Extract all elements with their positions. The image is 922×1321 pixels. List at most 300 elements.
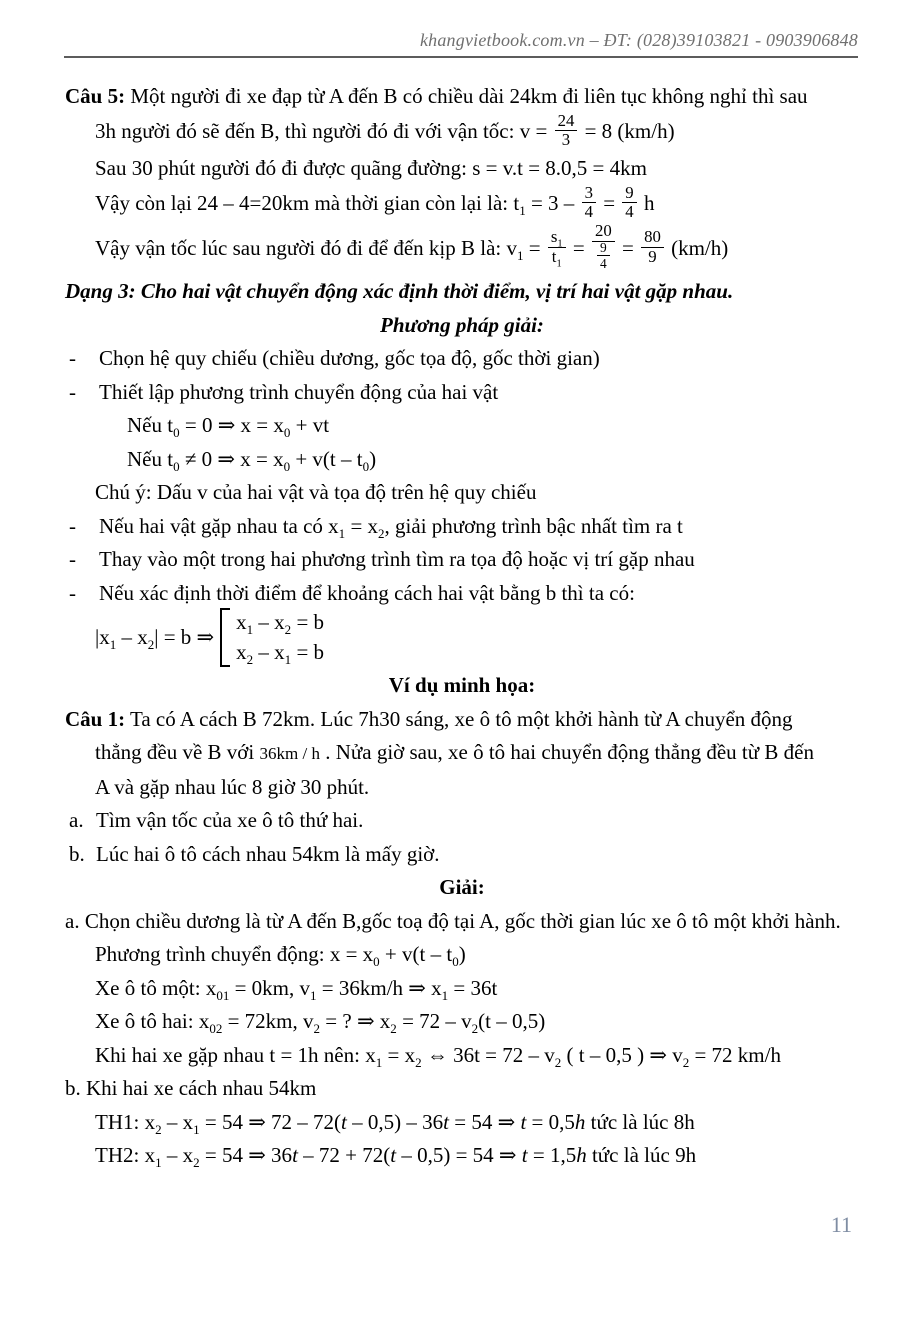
line-body [96, 804, 859, 838]
cases-row [236, 608, 324, 637]
text-segment: Chú ý: Dấu v của hai vật và tọa độ trên hệ quy chiếu [95, 480, 537, 505]
cau-5-line-4 [65, 182, 859, 225]
fraction-denominator [592, 242, 615, 273]
math-subscript: 1 [284, 652, 292, 668]
math-subscript: 2 [313, 1021, 321, 1037]
math-base: v [506, 235, 517, 260]
heading-phuong-phap-giai [65, 309, 859, 343]
text-segment: Ví dụ minh họa: [388, 673, 536, 698]
text-segment: Phương pháp giải: [380, 312, 544, 337]
math-subscript: 2 [378, 525, 385, 541]
text-segment: – [161, 1109, 183, 1134]
fraction [555, 112, 578, 151]
math-subscripted [303, 1009, 321, 1037]
text-segment: Xe ô tô hai: [95, 1009, 199, 1034]
math-base: x [137, 625, 148, 650]
text-segment: = 54 ⇒ [448, 1109, 521, 1134]
solution-b-th2 [65, 1139, 859, 1173]
text-segment: = 54 ⇒ 36 [199, 1143, 293, 1168]
text-segment: – [161, 1143, 183, 1168]
text-segment: – 0,5) – 36 [346, 1109, 444, 1134]
fraction-denominator [548, 247, 566, 270]
document-content [65, 80, 859, 1173]
text-segment: = [345, 513, 368, 538]
line-body [95, 1109, 695, 1137]
math-subscript: 2 [682, 1054, 690, 1070]
text-segment: Thay vào một trong hai phương trình tìm ra tọa độ hoặc vị trí gặp nhau [99, 547, 695, 572]
text-segment: + vt [290, 413, 330, 438]
line-body [65, 84, 808, 108]
text-segment: t [341, 1109, 347, 1134]
question-b [65, 838, 859, 872]
math-subscripted [99, 625, 117, 653]
method-step-3 [65, 510, 859, 544]
page-header: khangvietbook.com.vn – ĐT: (028)39103821 - 0903906848 [64, 30, 858, 58]
text-segment: 3h người đó sẽ đến B, thì người đó đi với vận tốc: [95, 118, 520, 143]
text-segment: = ? ⇒ [320, 1009, 380, 1034]
line-body [65, 1076, 316, 1100]
math-subscripted [182, 1143, 200, 1171]
abs-cases-formula [65, 610, 859, 669]
text-segment: Thiết lập phương trình chuyển động của hai vật [99, 379, 499, 404]
text-segment: 80 [644, 227, 661, 247]
text-segment: (t – 0,5) [478, 1009, 546, 1034]
list-marker: b. [69, 841, 85, 866]
math-base: x [362, 942, 374, 967]
math-subscripted [273, 413, 291, 441]
text-segment: Nếu xác định thời điểm để khoảng cách hai vật bằng b thì ta có: [99, 580, 635, 605]
fraction-numerator [641, 228, 664, 248]
math-subscript: 1 [517, 247, 524, 263]
math-subscript: 2 [554, 1054, 562, 1070]
text-segment: t [390, 1143, 397, 1168]
text-segment: Xe ô tô một: [95, 975, 206, 1000]
line-body [99, 577, 859, 611]
left-bracket-icon [220, 608, 230, 667]
math-subscript: 0 [173, 458, 180, 474]
math-base: x [365, 1042, 376, 1067]
text-segment: = 72 – [396, 1009, 462, 1034]
math-subscript: 1 [375, 1054, 383, 1070]
math-subscript: 1 [556, 258, 562, 270]
line-body [99, 376, 859, 410]
math-subscripted [544, 1042, 562, 1070]
fraction [622, 184, 636, 223]
list-marker: - [69, 580, 76, 605]
list-marker: - [69, 513, 76, 538]
fraction-denominator [641, 248, 664, 267]
solution-a-line-3 [65, 972, 859, 1006]
text-segment: Nếu [127, 413, 168, 438]
math-base: x [274, 640, 285, 665]
math-base: t [446, 942, 453, 967]
line-body [99, 510, 859, 544]
math-subscript: 1 [310, 987, 317, 1003]
math-subscript: 0 [173, 425, 180, 441]
line-body [95, 1143, 697, 1171]
text-segment: ) [369, 446, 377, 471]
math-subscripted [137, 625, 155, 653]
text-segment: = 36km/h ⇒ [316, 975, 432, 1000]
text-segment: = 54 ⇒ 72 – 72( [199, 1109, 342, 1134]
text-segment: = 3 – [525, 190, 580, 215]
line-body [380, 313, 544, 337]
method-step-5 [65, 577, 859, 611]
fraction-denominator [582, 203, 596, 222]
line-body [95, 182, 655, 222]
method-step-4 [65, 543, 859, 577]
text-segment: ≠ 0 ⇒ x = [179, 446, 274, 471]
fraction-numerator [555, 112, 578, 132]
math-base: x [236, 610, 247, 635]
math-subscripted [431, 975, 449, 1003]
fraction [641, 228, 664, 267]
text-segment: Vậy vận tốc lúc sau người đó đi để đến kịp B là: [95, 235, 507, 260]
text-segment: Giải: [439, 875, 485, 900]
text-segment: = [382, 1042, 405, 1067]
math-subscript: 0 [362, 458, 370, 474]
text-segment: Ta có A cách B 72km. Lúc 7h30 sáng, xe ô tô một khởi hành từ A chuyển động [125, 706, 793, 731]
line-body [95, 610, 325, 668]
line-body [65, 707, 793, 731]
math-base: x [404, 1042, 416, 1067]
math-subscript: 0 [283, 458, 291, 474]
math-base: x [236, 640, 247, 665]
math-base: x [182, 1109, 194, 1134]
math-subscript: 2 [246, 652, 254, 668]
text-segment: 4 [625, 202, 634, 222]
line-body [95, 1009, 546, 1037]
math-subscripted [367, 513, 385, 541]
line-body [96, 838, 859, 872]
math-subscript: 02 [209, 1021, 223, 1037]
text-segment: Chọn hệ quy chiếu (chiều dương, gốc tọa độ, gốc thời gian) [99, 346, 600, 371]
fraction-denominator [622, 203, 636, 222]
math-subscripted [273, 446, 291, 474]
math-subscripted [365, 1042, 383, 1070]
math-subscript: 2 [471, 1021, 479, 1037]
text-segment: 4 [584, 202, 593, 222]
list-marker: - [69, 547, 76, 572]
text-segment: + v(t – [290, 446, 357, 471]
method-step-2 [65, 376, 859, 410]
fraction-numerator [622, 184, 636, 204]
text-segment: Dạng 3: Cho hai vật chuyển động xác định thời điểm, vị trí hai vật gặp nhau. [65, 279, 734, 304]
text-segment: 9 [599, 240, 607, 256]
cau-5-line-3 [65, 152, 859, 186]
text-segment: TH2: [95, 1143, 145, 1168]
text-segment: ⇔ 36t = 72 – [421, 1042, 545, 1067]
cau-1-line-3 [65, 771, 859, 805]
line-body [439, 875, 485, 899]
text-segment: = b [291, 640, 325, 665]
line-body [95, 221, 729, 272]
solution-a-line-2 [65, 938, 859, 972]
text-segment: | [95, 625, 100, 650]
math-subscript: 1 [155, 1155, 162, 1171]
fraction [582, 184, 596, 223]
heading-vi-du [65, 669, 859, 703]
math-subscripted [362, 942, 380, 970]
math-base: x [431, 975, 442, 1000]
math-base: x [144, 1109, 156, 1134]
line-body [95, 1042, 781, 1070]
line-body [127, 446, 377, 474]
text-segment: h [638, 190, 655, 215]
text-segment: 3 [584, 182, 593, 202]
text-segment: ) [458, 942, 466, 967]
fraction-numerator [548, 228, 566, 248]
math-subscript: 1 [246, 622, 254, 638]
text-segment: TH1: [95, 1109, 145, 1134]
text-segment: Khi hai xe gặp nhau t = 1h nên: [95, 1042, 366, 1067]
line-body [127, 413, 330, 441]
math-base: x [182, 1143, 194, 1168]
math-base: v [299, 975, 311, 1000]
math-subscripted [551, 247, 562, 270]
math-base: x [205, 975, 217, 1000]
math-subscript: 1 [441, 987, 449, 1003]
math-subscripted [144, 1143, 162, 1171]
line-body [95, 480, 536, 504]
math-subscript: 2 [155, 1121, 162, 1137]
text-segment: – [116, 625, 138, 650]
math-base: v [544, 1042, 555, 1067]
text-segment: = 36t [448, 975, 498, 1000]
solution-b-th1 [65, 1106, 859, 1140]
math-subscripted [672, 1042, 690, 1070]
math-subscripted [461, 1009, 479, 1037]
text-segment: 4 [599, 256, 607, 272]
math-base: x [99, 625, 110, 650]
math-subscript: 2 [147, 637, 155, 653]
list-marker: - [69, 379, 76, 404]
cases-rows [236, 608, 324, 667]
math-subscripted [404, 1042, 422, 1070]
math-subscript: 0 [452, 954, 459, 970]
fraction-denominator [555, 131, 578, 150]
math-subscript: 01 [216, 987, 230, 1003]
line-body [65, 279, 733, 303]
math-subscripted [205, 975, 230, 1003]
math-subscripted [379, 1009, 397, 1037]
fraction [592, 222, 615, 273]
math-base: x [198, 1009, 210, 1034]
line-body [95, 740, 814, 764]
text-segment: A và gặp nhau lúc 8 giờ 30 phút. [95, 774, 370, 799]
text-segment: Tìm vận tốc của xe ô tô thứ hai. [96, 808, 364, 833]
math-subscript: 2 [390, 1021, 397, 1037]
math-base: x [273, 413, 284, 438]
text-segment: Nếu [127, 446, 168, 471]
text-segment: Vậy còn lại 24 – 4=20km mà thời gian còn lại là: [95, 190, 514, 215]
cau-5-line-5 [65, 221, 859, 275]
text-segment: (km/h) [665, 235, 729, 260]
math-subscripted [299, 975, 317, 1003]
line-body [95, 942, 466, 970]
method-step-1 [65, 342, 859, 376]
math-subscript: 1 [519, 202, 526, 218]
text-segment: Phương trình chuyển động: [95, 942, 330, 967]
math-subscripted [446, 942, 459, 970]
text-segment: Câu 5: [65, 84, 126, 108]
list-marker: - [69, 346, 76, 371]
text-segment: t [443, 1109, 449, 1134]
cau-1-line-2 [65, 736, 859, 771]
formula-t0-neq-0 [65, 443, 859, 477]
text-segment: Sau 30 phút người đó đi được quãng đường: [95, 156, 473, 181]
text-segment: – [253, 640, 275, 665]
text-segment: 9 [625, 182, 634, 202]
text-segment: | = b ⇒ [154, 625, 215, 650]
math-base: x [273, 446, 284, 471]
text-segment: + v(t – [379, 942, 447, 967]
text-segment: = [597, 190, 621, 215]
math-subscript: 0 [283, 425, 291, 441]
cases-row [236, 638, 324, 667]
math-base: s [550, 227, 558, 247]
line-body [95, 110, 675, 150]
cau-5-line-2 [65, 110, 859, 153]
math-subscripted [167, 446, 180, 474]
fraction-numerator [597, 240, 610, 256]
math-base: t [167, 413, 174, 438]
line-body [95, 775, 369, 799]
math-base: t [356, 446, 363, 471]
text-segment: = 0km, [229, 975, 300, 1000]
text-segment: = [616, 235, 640, 260]
heading-dang-3 [65, 275, 859, 309]
text-segment: = 0,5 [526, 1109, 575, 1134]
line-body [95, 156, 647, 180]
text-segment: h [574, 1109, 586, 1134]
math-base: x [379, 1009, 391, 1034]
text-segment: . Nửa giờ sau, xe ô tô hai chuyển động thẳng đều từ B đến [319, 740, 814, 765]
formula-t0-eq-0 [65, 409, 859, 443]
text-segment: t [292, 1143, 298, 1168]
line-body [99, 543, 859, 577]
solution-a-line-5 [65, 1039, 859, 1073]
math-subscripted [182, 1109, 200, 1137]
text-segment: tức là lúc 9h [586, 1143, 697, 1168]
math-base: v [461, 1009, 472, 1034]
line-body [95, 975, 498, 1003]
text-segment: = 8 (km/h) [579, 118, 675, 143]
cau-5-line-1 [65, 80, 859, 114]
cau-1-line-1 [65, 703, 859, 737]
text-segment: b. Khi hai xe cách nhau 54km [65, 1076, 317, 1101]
fraction-denominator [597, 256, 610, 271]
fraction-numerator [582, 184, 596, 204]
math-subscripted [328, 513, 346, 541]
math-subscripted [513, 190, 526, 218]
text-segment: = 1,5 [527, 1143, 577, 1168]
math-subscripted [167, 413, 180, 441]
math-base: x [328, 513, 339, 538]
math-base: v [303, 1009, 314, 1034]
text-segment: x = [329, 942, 363, 967]
heading-giai [65, 871, 859, 905]
text-segment: 9 [648, 247, 657, 267]
text-segment: 3 [561, 130, 571, 150]
math-subscripted [550, 227, 563, 250]
math-subscripted [236, 640, 254, 668]
page-number: 11 [830, 1212, 852, 1237]
text-segment: t [521, 1143, 528, 1168]
text-segment: – [253, 610, 275, 635]
list-marker: a. [69, 808, 84, 833]
line-body [99, 342, 859, 376]
text-segment: = 72 km/h [689, 1042, 781, 1067]
math-base: t [513, 190, 520, 215]
solution-b-line-1 [65, 1072, 859, 1106]
math-subscript: 1 [338, 525, 346, 541]
text-segment: – 0,5) = 54 ⇒ [396, 1143, 522, 1168]
text-segment: 36km / h [259, 744, 320, 764]
math-base: x [274, 610, 285, 635]
text-segment: t [520, 1109, 527, 1134]
text-segment: Nếu hai vật gặp nhau ta có [99, 513, 329, 538]
math-base: x [367, 513, 379, 538]
cases-group [220, 608, 324, 667]
text-segment: ( t – 0,5 ) ⇒ [561, 1042, 673, 1067]
text-segment: Câu 1: [65, 706, 126, 731]
math-subscript: 0 [373, 954, 380, 970]
fraction [548, 227, 566, 270]
solution-a-line-4 [65, 1005, 859, 1039]
math-base: t [167, 446, 174, 471]
text-segment: = 0 ⇒ x = [179, 413, 274, 438]
line-body [65, 909, 841, 933]
fraction [597, 240, 610, 271]
math-subscripted [356, 446, 370, 474]
math-subscripted [274, 640, 292, 668]
question-a [65, 804, 859, 838]
text-segment: thẳng đều về B với [95, 740, 260, 765]
text-segment: v = [519, 118, 553, 143]
math-subscripted [236, 610, 254, 638]
solution-a-line-1 [65, 905, 859, 939]
math-base: x [144, 1143, 156, 1168]
math-subscript: 1 [109, 637, 117, 653]
text-segment: 20 [594, 221, 612, 241]
text-segment: Một người đi xe đạp từ A đến B có chiều dài 24km đi liên tục không nghỉ thì sau [125, 84, 808, 108]
math-subscript: 2 [193, 1155, 200, 1171]
text-segment: = [523, 235, 546, 260]
math-base: v [672, 1042, 683, 1067]
math-subscripted [198, 1009, 223, 1037]
text-segment: , giải phương trình bậc nhất tìm ra t [384, 513, 683, 538]
text-segment: s = v.t = 8.0,5 = 4km [472, 156, 647, 181]
text-segment: h [576, 1143, 587, 1168]
text-segment: tức là lúc 8h [585, 1109, 695, 1134]
math-subscripted [144, 1109, 162, 1137]
text-segment: a. Chọn chiều dương là từ A đến B,gốc toạ độ tại A, gốc thời gian lúc xe ô tô một khởi hành. [65, 908, 841, 933]
line-body [389, 673, 535, 697]
math-subscript: 2 [284, 622, 292, 638]
text-segment: – 72 + 72( [297, 1143, 391, 1168]
math-subscripted [274, 610, 292, 638]
text-segment: Lúc hai ô tô cách nhau 54km là mấy giờ. [96, 841, 440, 866]
math-subscript: 2 [415, 1054, 422, 1070]
text-segment: 24 [557, 110, 575, 130]
math-subscript: 1 [557, 238, 563, 250]
math-base: t [551, 247, 557, 267]
text-segment: = [567, 235, 590, 260]
text-segment: = 72km, [222, 1009, 304, 1034]
text-segment: = b [291, 610, 325, 635]
math-subscript: 1 [193, 1121, 200, 1137]
